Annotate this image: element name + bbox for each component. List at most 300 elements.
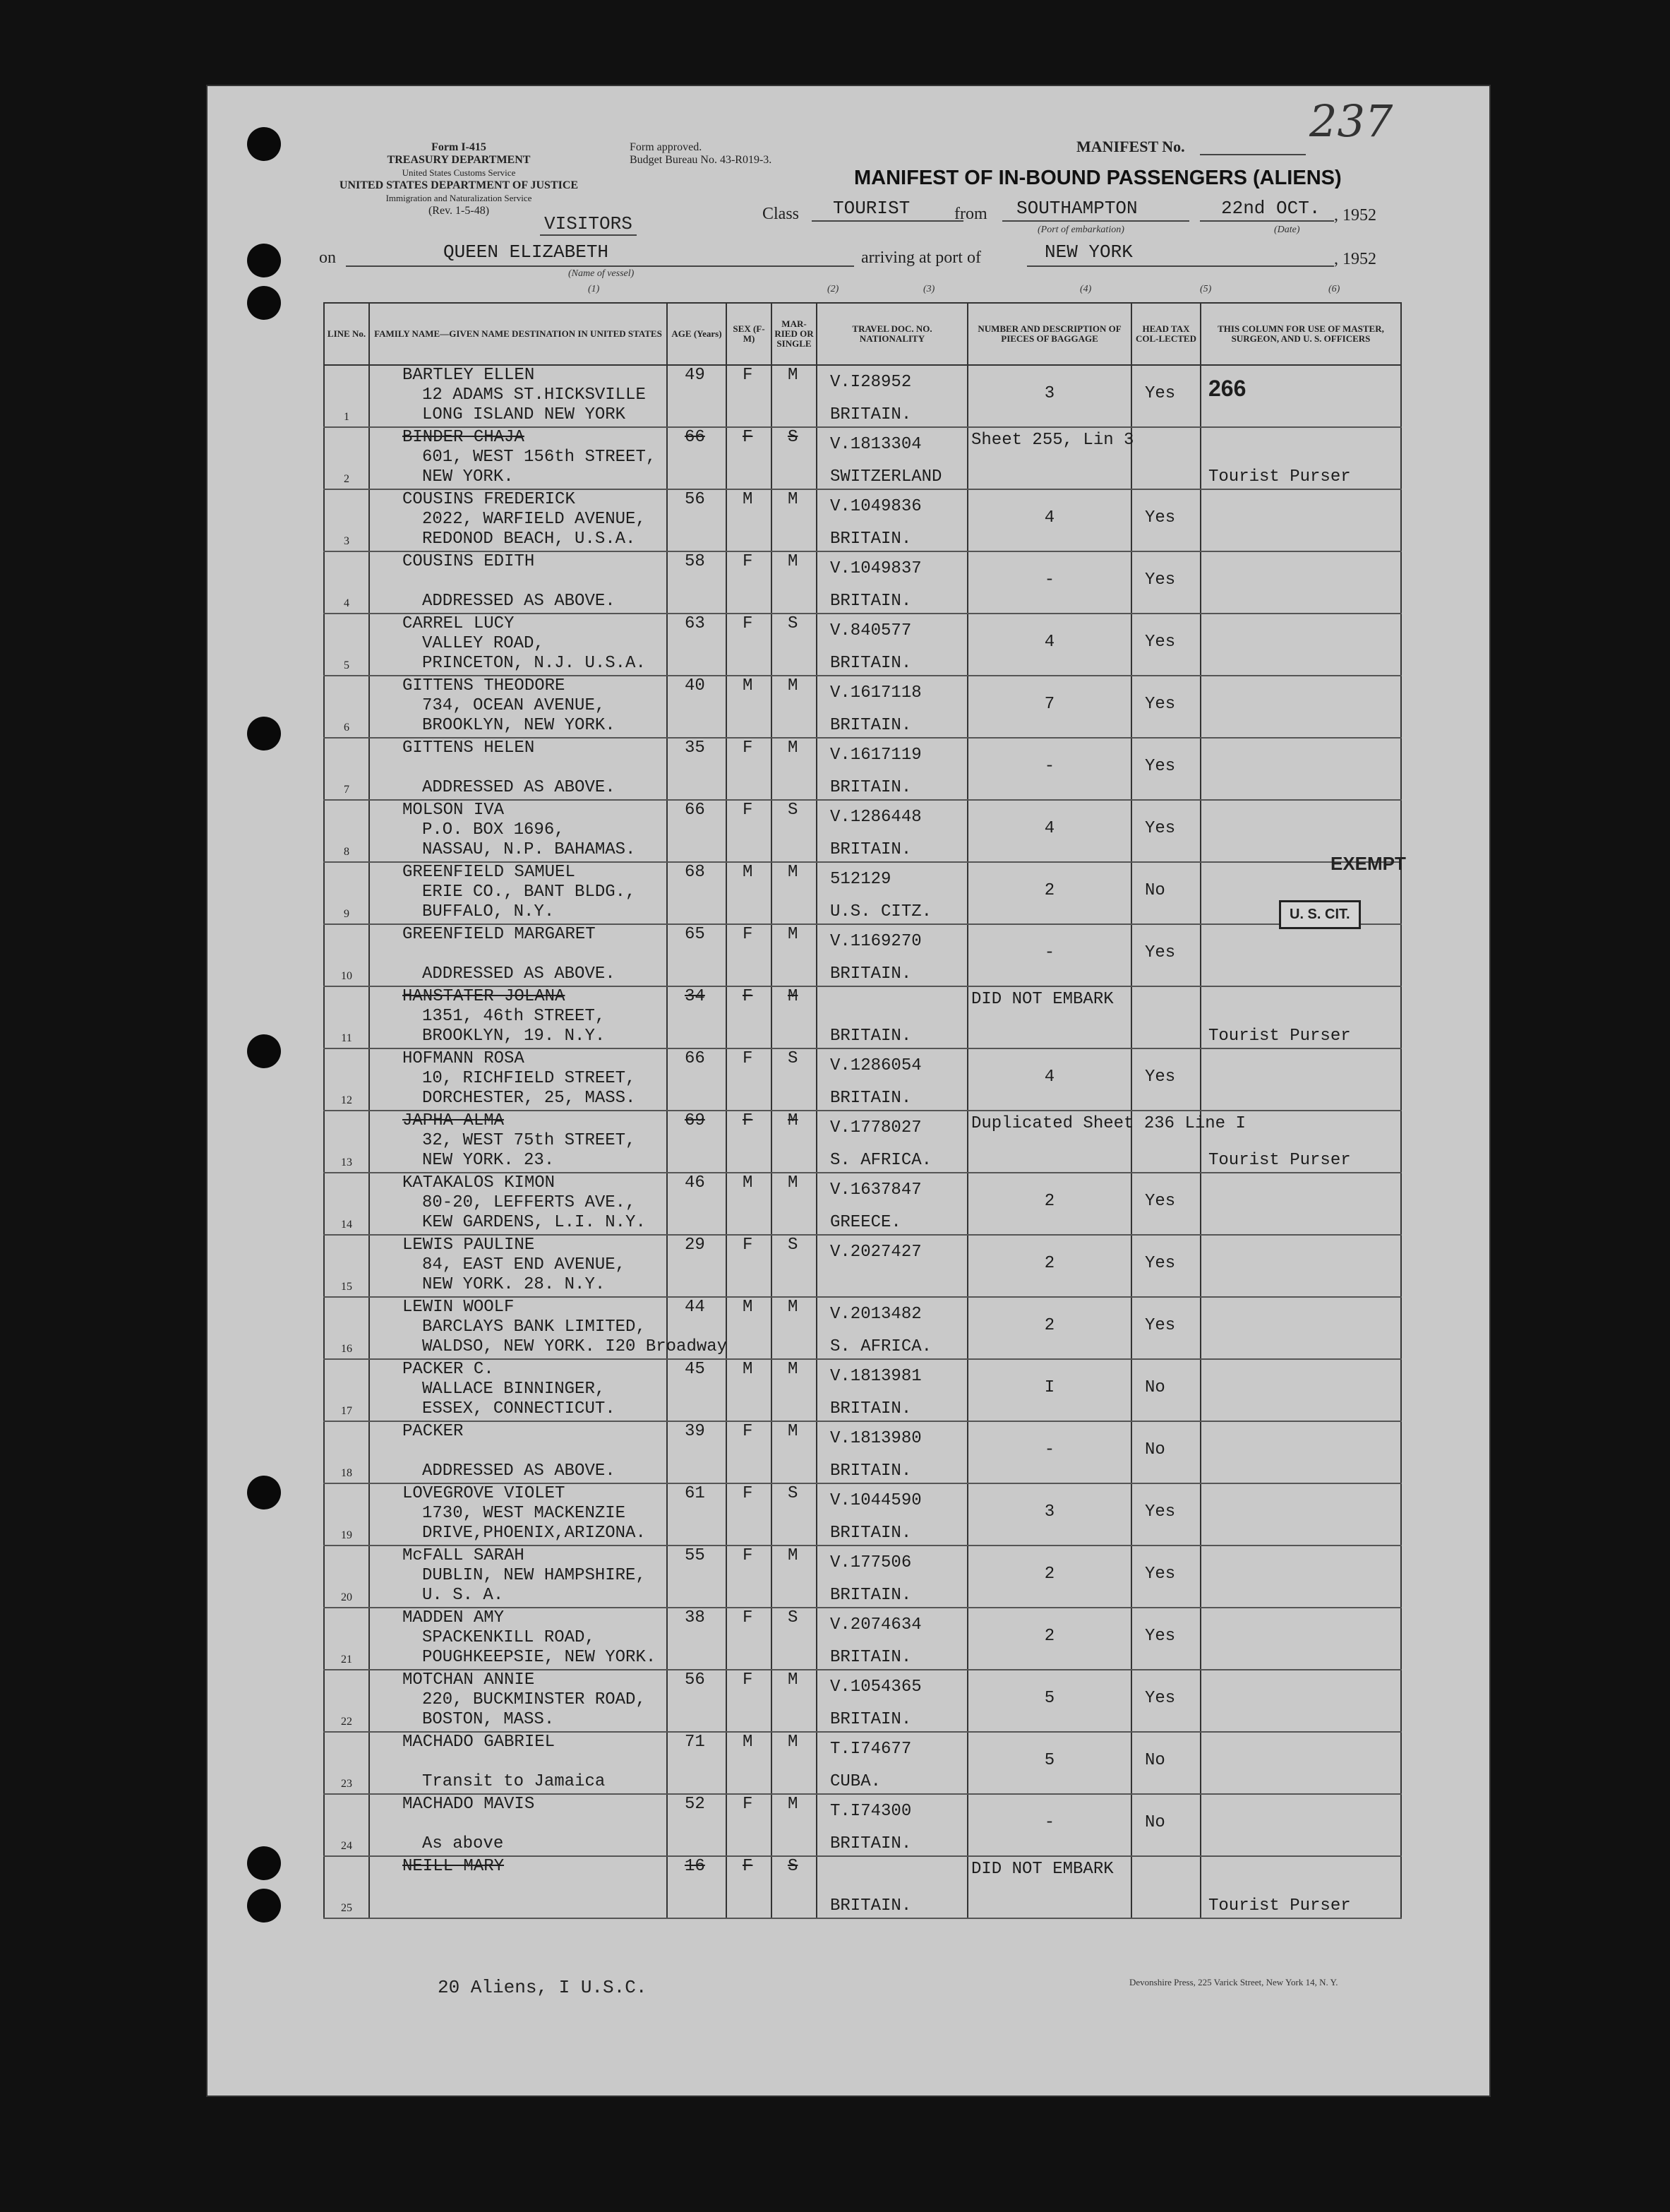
us-citizen-stamp: U. S. CIT.	[1279, 900, 1361, 929]
officer-note: Tourist Purser	[1208, 1027, 1351, 1046]
line-number: 14	[341, 1219, 352, 1231]
column-number: (6)	[1328, 284, 1340, 294]
binder-hole	[247, 1846, 281, 1880]
line-number: 18	[341, 1467, 352, 1479]
marital-status: M	[788, 1546, 798, 1565]
address-line-1: BARCLAYS BANK LIMITED,	[422, 1317, 646, 1337]
travel-doc-number: T.I74677	[830, 1740, 912, 1759]
address-line-1: 734, OCEAN AVENUE,	[422, 696, 606, 715]
passenger-name: BARTLEY ELLEN	[402, 366, 535, 385]
column-number: (1)	[588, 284, 600, 294]
marital-status: M	[788, 863, 798, 882]
line-number: 1	[344, 411, 349, 423]
binder-hole	[247, 286, 281, 320]
address-line-1: VALLEY ROAD,	[422, 634, 544, 653]
sex: F	[743, 614, 753, 633]
line-number: 24	[341, 1840, 352, 1852]
header-travel-doc: TRAVEL DOC. NO. NATIONALITY	[817, 303, 968, 365]
marital-status: M	[788, 1795, 798, 1814]
table-row	[324, 1608, 1401, 1670]
travel-doc-number: V.177506	[830, 1553, 912, 1572]
nationality: BRITAIN.	[830, 530, 912, 549]
head-tax: Yes	[1145, 1316, 1176, 1335]
nationality: BRITAIN.	[830, 405, 912, 424]
table-row	[324, 800, 1401, 862]
sex: F	[743, 1546, 753, 1565]
sex: F	[743, 739, 753, 758]
line-number: 11	[341, 1032, 352, 1044]
manifest-number-label: MANIFEST No.	[1076, 138, 1185, 155]
address-line-1: 220, BUCKMINSTER ROAD,	[422, 1690, 646, 1709]
table-row	[324, 365, 1401, 427]
marital-status: M	[788, 1173, 798, 1192]
nationality: BRITAIN.	[830, 1648, 912, 1667]
address-line-2: ADDRESSED AS ABOVE.	[422, 1461, 615, 1481]
binder-hole	[247, 1034, 281, 1068]
travel-doc-number: V.1813980	[830, 1429, 922, 1448]
passenger-name: PACKER C.	[402, 1360, 494, 1379]
table-row	[324, 1235, 1401, 1297]
sex: F	[743, 1670, 753, 1690]
address-line-1: 84, EAST END AVENUE,	[422, 1255, 626, 1274]
passenger-name: GITTENS HELEN	[402, 739, 535, 758]
age: 65	[685, 925, 705, 944]
header-line-no: LINE No.	[324, 303, 369, 365]
baggage-count: 2	[1044, 1192, 1055, 1211]
column-number: (5)	[1200, 284, 1212, 294]
age: 39	[685, 1422, 705, 1441]
age: 58	[685, 552, 705, 571]
column-number: (2)	[827, 284, 839, 294]
form-identifier	[318, 141, 600, 217]
travel-doc-number: V.1286448	[830, 808, 922, 827]
officer-note: Tourist Purser	[1208, 467, 1351, 486]
marital-status: S	[788, 428, 798, 447]
head-tax: Yes	[1145, 819, 1176, 838]
arrival-port: NEW YORK	[1045, 241, 1133, 263]
binder-hole	[247, 717, 281, 751]
binder-hole	[247, 127, 281, 161]
address-line-2: DORCHESTER, 25, MASS.	[422, 1089, 636, 1108]
table-row	[324, 1546, 1401, 1608]
line-number: 4	[344, 597, 349, 609]
age: 66	[685, 1049, 705, 1068]
address-line-1: SPACKENKILL ROAD,	[422, 1628, 595, 1647]
sex: M	[743, 1173, 753, 1192]
address-line-1: ERIE CO., BANT BLDG.,	[422, 883, 636, 902]
nationality: BRITAIN.	[830, 1896, 912, 1915]
form-approval	[630, 141, 771, 167]
head-tax: Yes	[1145, 1689, 1176, 1708]
sex: F	[743, 428, 753, 447]
travel-doc-number: V.1617118	[830, 683, 922, 703]
header-age: AGE (Years)	[667, 303, 726, 365]
line-number: 10	[341, 970, 352, 982]
marital-status: S	[788, 1049, 798, 1068]
marital-status: M	[788, 1298, 798, 1317]
arriving-label: arriving at port of	[861, 249, 981, 267]
header-officers: THIS COLUMN FOR USE OF MASTER, SURGEON, AND U. S. OFFICERS	[1201, 303, 1401, 365]
marital-status: M	[788, 1670, 798, 1690]
address-line-1: 12 ADAMS ST.HICKSVILLE	[422, 385, 646, 405]
head-tax: Yes	[1145, 1192, 1176, 1211]
head-tax: No	[1145, 1751, 1165, 1770]
sex: F	[743, 1111, 753, 1130]
address-line-2: ADDRESSED AS ABOVE.	[422, 778, 615, 797]
sex: F	[743, 925, 753, 944]
table-row	[324, 1297, 1401, 1359]
travel-doc-number: V.1049837	[830, 559, 922, 578]
marital-status: M	[788, 739, 798, 758]
travel-doc-number: V.1054365	[830, 1678, 922, 1697]
class-label: Class	[762, 205, 800, 223]
officer-note: 266	[1208, 376, 1247, 401]
address-line-2: DRIVE,PHOENIX,ARIZONA.	[422, 1524, 646, 1543]
class-value: TOURIST	[833, 198, 911, 219]
address-line-2: WALDSO, NEW YORK. I20 Broadway	[422, 1337, 728, 1356]
line-number: 20	[341, 1591, 352, 1603]
nationality: BRITAIN.	[830, 1524, 912, 1543]
travel-doc-number: V.1169270	[830, 932, 922, 951]
age: 49	[685, 366, 705, 385]
line-number: 23	[341, 1778, 352, 1790]
age: 71	[685, 1733, 705, 1752]
sex: F	[743, 987, 753, 1006]
approved: Form approved.	[630, 141, 702, 153]
head-tax: No	[1145, 881, 1165, 900]
nationality: BRITAIN.	[830, 1710, 912, 1729]
line-number: 6	[344, 722, 349, 734]
marital-status: M	[788, 490, 798, 509]
address-line-1: 2022, WARFIELD AVENUE,	[422, 510, 646, 529]
nationality: BRITAIN.	[830, 778, 912, 797]
marital-status: M	[788, 1422, 798, 1441]
marital-status: M	[788, 987, 798, 1006]
table-row	[324, 1173, 1401, 1235]
sex: F	[743, 1857, 753, 1876]
table-row	[324, 1421, 1401, 1483]
page-number: 237	[1309, 95, 1393, 147]
from-label: from	[954, 205, 987, 223]
head-tax: Yes	[1145, 508, 1176, 527]
passenger-name: HOFMANN ROSA	[402, 1049, 524, 1068]
age: 69	[685, 1111, 705, 1130]
table-row	[324, 614, 1401, 676]
baggage-count: DID NOT EMBARK	[971, 990, 1114, 1009]
travel-doc-number: V.1813304	[830, 435, 922, 454]
binder-hole	[247, 1476, 281, 1509]
line-number: 19	[341, 1529, 352, 1541]
age: 29	[685, 1236, 705, 1255]
table-row	[324, 489, 1401, 551]
sex: F	[743, 801, 753, 820]
passenger-name: MACHADO GABRIEL	[402, 1733, 555, 1752]
address-line-2: U. S. A.	[422, 1586, 504, 1605]
header-baggage: NUMBER AND DESCRIPTION OF PIECES OF BAGGAGE	[968, 303, 1131, 365]
baggage-count: I	[1044, 1378, 1055, 1397]
passenger-name: MACHADO MAVIS	[402, 1795, 535, 1814]
marital-status: M	[788, 676, 798, 695]
header-sex: SEX (F-M)	[726, 303, 771, 365]
travel-doc-number: V.1778027	[830, 1118, 922, 1137]
passenger-name: LEWIN WOOLF	[402, 1298, 515, 1317]
baggage-count: 7	[1044, 695, 1055, 714]
passenger-name: MOLSON IVA	[402, 801, 505, 820]
address-line-2: As above	[422, 1834, 504, 1853]
arrival-date: 22nd OCT.	[1221, 198, 1321, 219]
line-number: 15	[341, 1281, 352, 1293]
table-row	[324, 738, 1401, 800]
sex: F	[743, 1049, 753, 1068]
line-number: 16	[341, 1343, 352, 1355]
sex: M	[743, 490, 753, 509]
travel-doc-number: V.1286054	[830, 1056, 922, 1075]
address-line-1: 80-20, LEFFERTS AVE.,	[422, 1193, 636, 1212]
line-number: 5	[344, 659, 349, 671]
embarkation-caption: (Port of embarkation)	[1038, 225, 1124, 235]
travel-doc-number: V.1813981	[830, 1367, 922, 1386]
line-number: 3	[344, 535, 349, 547]
nationality: CUBA.	[830, 1772, 882, 1791]
address-line-1: 10, RICHFIELD STREET,	[422, 1069, 636, 1088]
nationality: BRITAIN.	[830, 1834, 912, 1853]
travel-doc-number: V.1637847	[830, 1180, 922, 1200]
service: United States Customs Service	[402, 167, 516, 178]
head-tax: No	[1145, 1813, 1165, 1832]
nationality: BRITAIN.	[830, 592, 912, 611]
table-row	[324, 1794, 1401, 1856]
manifest-title: MANIFEST OF IN-BOUND PASSENGERS (ALIENS)	[854, 167, 1342, 189]
sex: F	[743, 1236, 753, 1255]
passenger-name: BINDER CHAJA	[402, 428, 524, 447]
embarkation-port: SOUTHAMPTON	[1016, 198, 1138, 219]
manifest-table	[323, 302, 1402, 1919]
head-tax: Yes	[1145, 1627, 1176, 1646]
table-row	[324, 986, 1401, 1048]
date-line	[1200, 220, 1334, 222]
baggage-count: DID NOT EMBARK	[971, 1860, 1114, 1879]
address-line-1: 1351, 46th STREET,	[422, 1007, 606, 1026]
header-name: FAMILY NAME—GIVEN NAME DESTINATION IN UNITED STATES	[369, 303, 667, 365]
sex: M	[743, 1298, 753, 1317]
address-line-2: Transit to Jamaica	[422, 1772, 606, 1791]
passenger-name: COUSINS EDITH	[402, 552, 535, 571]
nationality: BRITAIN.	[830, 1089, 912, 1108]
age: 55	[685, 1546, 705, 1565]
from-line	[1002, 220, 1189, 222]
head-tax: Yes	[1145, 384, 1176, 403]
line-number: 17	[341, 1405, 352, 1417]
address-line-1: P.O. BOX 1696,	[422, 820, 565, 839]
passenger-name: GREENFIELD MARGARET	[402, 925, 596, 944]
baggage-count: 2	[1044, 1254, 1055, 1273]
address-line-2: NEW YORK. 28. N.Y.	[422, 1275, 606, 1294]
nationality: BRITAIN.	[830, 1461, 912, 1481]
header-head-tax: HEAD TAX COL-LECTED	[1131, 303, 1201, 365]
sex: M	[743, 676, 753, 695]
age: 56	[685, 490, 705, 509]
nationality: BRITAIN.	[830, 964, 912, 984]
address-line-2: BROOKLYN, 19. N.Y.	[422, 1027, 606, 1046]
age: 38	[685, 1608, 705, 1627]
on-label: on	[319, 249, 336, 267]
manifest-number-line	[1200, 154, 1306, 155]
address-line-2: NASSAU, N.P. BAHAMAS.	[422, 840, 636, 859]
baggage-count: Sheet 255, Lin 3	[971, 431, 1134, 450]
age: 66	[685, 801, 705, 820]
arriving-year: , 1952	[1334, 250, 1376, 268]
date-caption: (Date)	[1274, 225, 1300, 235]
passenger-name: GREENFIELD SAMUEL	[402, 863, 575, 882]
baggage-count: 2	[1044, 1316, 1055, 1335]
passenger-name: PACKER	[402, 1422, 464, 1441]
passenger-name: COUSINS FREDERICK	[402, 490, 575, 509]
marital-status: M	[788, 366, 798, 385]
head-tax: No	[1145, 1378, 1165, 1397]
binder-hole	[247, 1889, 281, 1923]
baggage-count: 5	[1044, 1689, 1055, 1708]
table-row	[324, 1670, 1401, 1732]
visitors-label: VISITORS	[540, 213, 637, 236]
age: 66	[685, 428, 705, 447]
age: 45	[685, 1360, 705, 1379]
revision: (Rev. 1-5-48)	[428, 205, 490, 217]
table-row	[324, 924, 1401, 986]
passenger-name: NEILL MARY	[402, 1857, 505, 1876]
passenger-name: MADDEN AMY	[402, 1608, 505, 1627]
travel-doc-number: V.2027427	[830, 1243, 922, 1262]
nationality: GREECE.	[830, 1213, 901, 1232]
baggage-count: -	[1044, 943, 1055, 962]
sex: M	[743, 863, 753, 882]
table-row	[324, 551, 1401, 614]
address-line-2: ADDRESSED AS ABOVE.	[422, 592, 615, 611]
line-number: 2	[344, 473, 349, 485]
head-tax: Yes	[1145, 570, 1176, 590]
age: 16	[685, 1857, 705, 1876]
nationality: BRITAIN.	[830, 716, 912, 735]
sex: F	[743, 1608, 753, 1627]
head-tax: Yes	[1145, 943, 1176, 962]
baggage-count: 2	[1044, 1565, 1055, 1584]
column-number: (4)	[1080, 284, 1092, 294]
age: 52	[685, 1795, 705, 1814]
marital-status: M	[788, 1360, 798, 1379]
table-row	[324, 1732, 1401, 1794]
address-line-1: 32, WEST 75th STREET,	[422, 1131, 636, 1150]
age: 61	[685, 1484, 705, 1503]
line-number: 8	[344, 846, 349, 858]
nationality: BRITAIN.	[830, 840, 912, 859]
column-number: (3)	[923, 284, 935, 294]
head-tax: Yes	[1145, 695, 1176, 714]
baggage-count: 4	[1044, 1068, 1055, 1087]
travel-doc-number: V.I28952	[830, 373, 912, 392]
marital-status: M	[788, 1733, 798, 1752]
line-number: 13	[341, 1156, 352, 1168]
address-line-2: BROOKLYN, NEW YORK.	[422, 716, 615, 735]
baggage-count: 3	[1044, 1502, 1055, 1522]
officer-note: Tourist Purser	[1208, 1896, 1351, 1915]
budget: Budget Bureau No. 43-R019-3.	[630, 154, 772, 166]
marital-status: M	[788, 552, 798, 571]
travel-doc-number: V.840577	[830, 621, 912, 640]
header-married: MAR-RIED OR SINGLE	[771, 303, 817, 365]
baggage-count: 2	[1044, 1627, 1055, 1646]
travel-doc-number: V.1049836	[830, 497, 922, 516]
travel-doc-number: V.1617119	[830, 746, 922, 765]
travel-doc-number: 512129	[830, 870, 891, 889]
address-line-2: POUGHKEEPSIE, NEW YORK.	[422, 1648, 656, 1667]
head-tax: No	[1145, 1440, 1165, 1459]
port-line	[1027, 265, 1334, 267]
line-number: 9	[344, 908, 349, 920]
baggage-count: -	[1044, 1813, 1055, 1832]
age: 44	[685, 1298, 705, 1317]
printer-imprint: Devonshire Press, 225 Varick Street, New York 14, N. Y.	[1129, 1977, 1338, 1987]
marital-status: S	[788, 1608, 798, 1627]
table-row	[324, 862, 1401, 924]
binder-hole	[247, 244, 281, 277]
baggage-count: -	[1044, 757, 1055, 776]
passenger-name: GITTENS THEODORE	[402, 676, 565, 695]
passenger-name: HANSTATER JOLANA	[402, 987, 565, 1006]
nationality: S. AFRICA.	[830, 1337, 932, 1356]
marital-status: S	[788, 1236, 798, 1255]
age: 40	[685, 676, 705, 695]
head-tax: Yes	[1145, 1254, 1176, 1273]
nationality: BRITAIN.	[830, 654, 912, 673]
line-number: 22	[341, 1716, 352, 1728]
sex: F	[743, 1422, 753, 1441]
marital-status: S	[788, 1484, 798, 1503]
age: 35	[685, 739, 705, 758]
baggage-count: 4	[1044, 633, 1055, 652]
head-tax: Yes	[1145, 1565, 1176, 1584]
head-tax: Yes	[1145, 633, 1176, 652]
travel-doc-number: V.1044590	[830, 1491, 922, 1510]
ins: Immigration and Naturalization Service	[385, 193, 532, 203]
address-line-1: 1730, WEST MACKENZIE	[422, 1504, 626, 1523]
address-line-2: ESSEX, CONNECTICUT.	[422, 1399, 615, 1418]
age: 56	[685, 1670, 705, 1690]
address-line-1: 601, WEST 156th STREET,	[422, 448, 656, 467]
baggage-count: -	[1044, 1440, 1055, 1459]
table-row	[324, 427, 1401, 489]
address-line-1: WALLACE BINNINGER,	[422, 1380, 606, 1399]
sex: M	[743, 1733, 753, 1752]
passenger-name: MOTCHAN ANNIE	[402, 1670, 535, 1690]
nationality: BRITAIN.	[830, 1027, 912, 1046]
baggage-count: 5	[1044, 1751, 1055, 1770]
head-tax: Yes	[1145, 1068, 1176, 1087]
department: TREASURY DEPARTMENT	[387, 154, 531, 166]
table-row	[324, 1048, 1401, 1111]
address-line-2: BUFFALO, N.Y.	[422, 902, 555, 921]
travel-doc-number: V.2013482	[830, 1305, 922, 1324]
address-line-2: NEW YORK. 23.	[422, 1151, 555, 1170]
table-row	[324, 676, 1401, 738]
nationality: SWITZERLAND	[830, 467, 942, 486]
marital-status: S	[788, 1857, 798, 1876]
sex: F	[743, 1484, 753, 1503]
table-row	[324, 1483, 1401, 1546]
address-line-1: DUBLIN, NEW HAMPSHIRE,	[422, 1566, 646, 1585]
passenger-name: KATAKALOS KIMON	[402, 1173, 555, 1192]
date-year: , 1952	[1334, 206, 1376, 225]
class-line	[812, 220, 963, 222]
table-row	[324, 1111, 1401, 1173]
